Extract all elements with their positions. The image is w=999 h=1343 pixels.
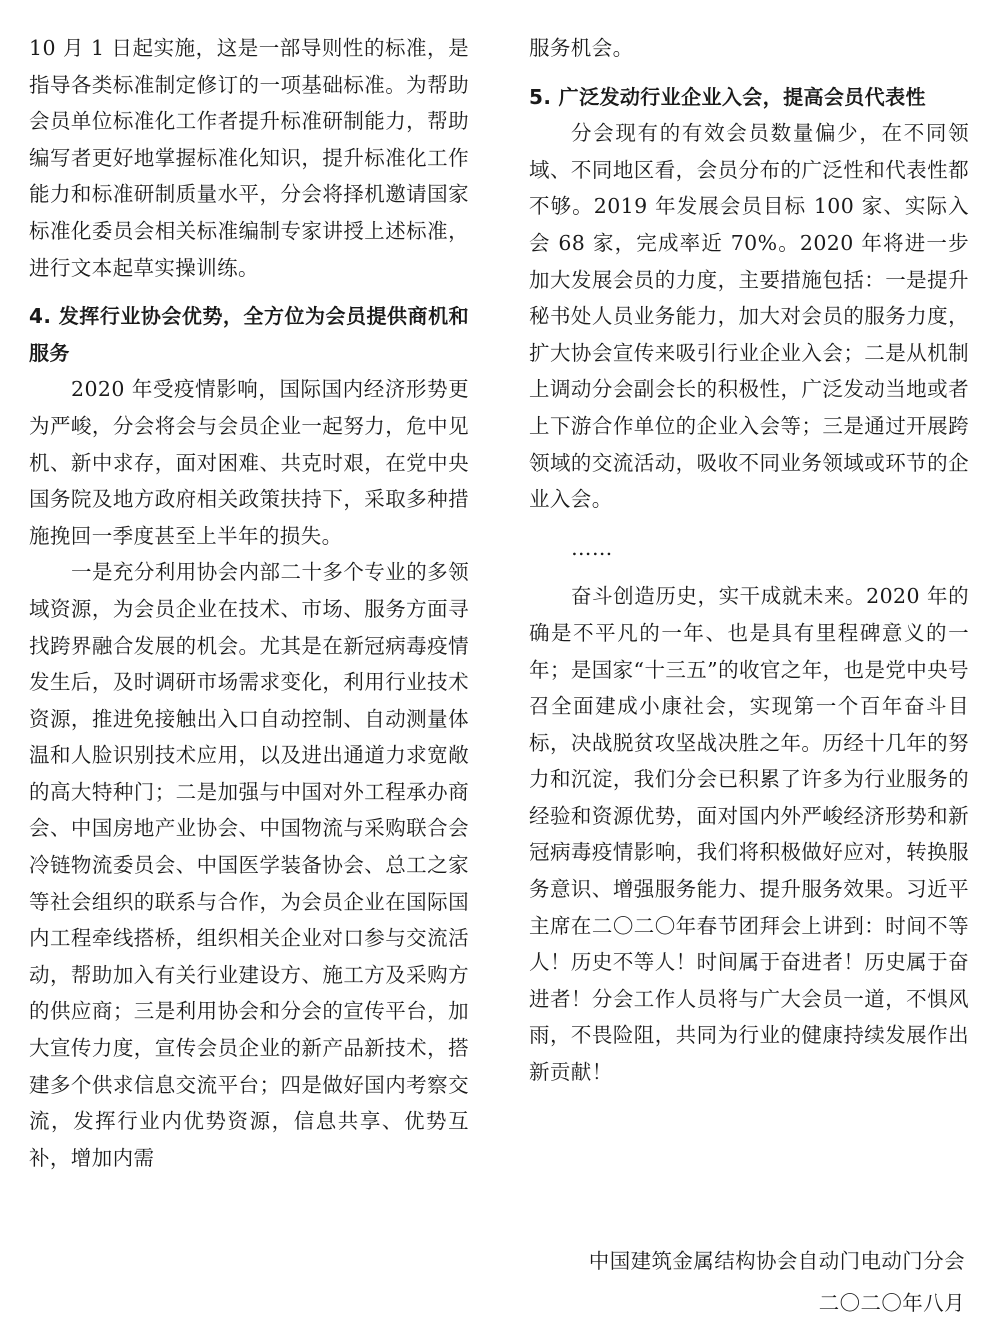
paragraph-epidemic-impact: 2020 年受疫情影响，国际国内经济形势更为严峻，分会将会与会员企业一起努力，危中见机、新中求存，面对困难、共克时艰，在党中央国务院及地方政府相关政策扶持下，采取多种措施挽回一季度甚至上半年的损失。 [29,377,469,548]
section-heading-5: 5. 广泛发动行业企业入会，提高会员代表性 [529,84,926,109]
signature-date: 二〇二〇年八月 [818,1291,965,1315]
ellipsis: …… [571,535,613,560]
right-column [529,30,969,1091]
signature-organization: 中国建筑金属结构协会自动门电动门分会 [588,1249,965,1273]
paragraph-membership: 分会现有的有效会员数量偏少，在不同领域、不同地区看，会员分布的广泛性和代表性都不够。2019 年发展会员目标 100 家、实际入会 68 家，完成率近 70%。2020 年将进一步加大发展会员的力度，主要措施包括：一是提升秘书处人员业务能力，加大对会员的服务力度，扩大协会宣传来吸引行业企业入会；二是从机制上调动分会副会长的积极性，广泛发动当地或者上下游合作单位的企业入会等；三是通过开展跨领域的交流活动，吸收不同业务领域或环节的企业入会。 [529,121,969,512]
left-column [29,30,469,1176]
section-heading-4: 4. 发挥行业协会优势，全方位为会员提供商机和服务 [29,304,469,365]
paragraph-measures: 一是充分利用协会内部二十多个专业的多领域资源，为会员企业在技术、市场、服务方面寻找跨界融合发展的机会。尤其是在新冠病毒疫情发生后，及时调研市场需求变化，利用行业技术资源，推进免接触出入口自动控制、自动测量体温和人脸识别技术应用，以及进出通道力求宽敞的高大特种门；二是加强与中国对外工程承办商会、中国房地产业协会、中国物流与采购联合会冷链物流委员会、中国医学装备协会、总工之家等社会组织的联系与合作，为会员企业在国际国内工程牵线搭桥，组织相关企业对口参与交流活动，帮助加入有关行业建设方、施工方及采购方的供应商；三是利用协会和分会的宣传平台，加大宣传力度，宣传会员企业的新产品新技术，搭建多个供求信息交流平台；四是做好国内考察交流，发挥行业内优势资源，信息共享、优势互补，增加内需 [29,560,469,1170]
paragraph-standard-training: 10 月 1 日起实施，这是一部导则性的标准，是指导各类标准制定修订的一项基础标准。为帮助会员单位标准化工作者提升标准研制能力，帮助编写者更好地掌握标准化知识，提升标准化工作能力和标准研制质量水平，分会将择机邀请国家标准化委员会相关标准编制专家讲授上述标准，进行文本起草实操训练。 [29,36,469,280]
paragraph-closing: 奋斗创造历史，实干成就未来。2020 年的确是不平凡的一年、也是具有里程碑意义的一年；是国家“十三五”的收官之年，也是党中央号召全面建成小康社会，实现第一个百年奋斗目标，决战脱贫攻坚战决胜之年。历经十几年的努力和沉淀，我们分会已积累了许多为行业服务的经验和资源优势，面对国内外严峻经济形势和新冠病毒疫情影响，我们将积极做好应对，转换服务意识、增强服务能力、提升服务效果。习近平主席在二〇二〇年春节团拜会上讲到：时间不等人！历史不等人！时间属于奋进者！历史属于奋进者！分会工作人员将与广大会员一道，不惧风雨，不畏险阻，共同为行业的健康持续发展作出新贡献！ [529,584,969,1085]
paragraph-continuation: 服务机会。 [529,36,634,60]
